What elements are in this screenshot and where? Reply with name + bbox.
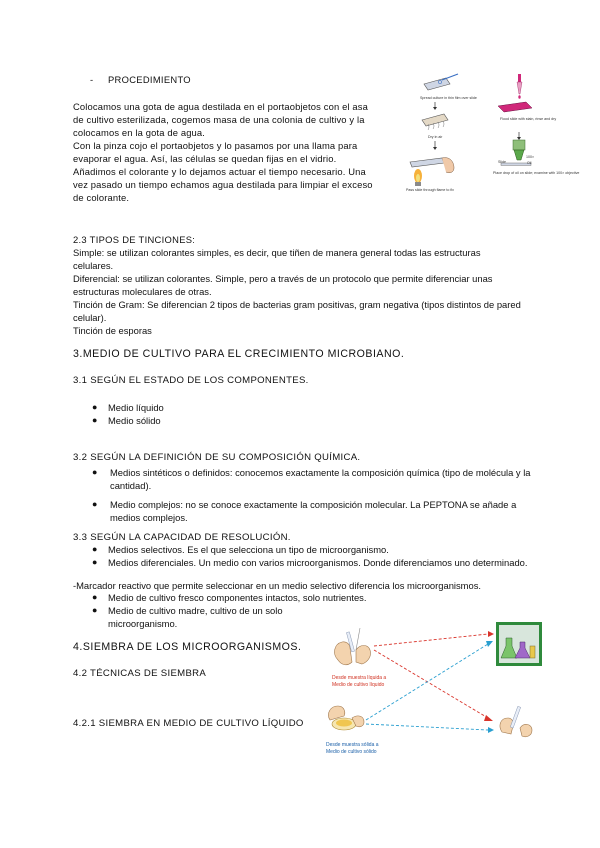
stain-dropper-icon xyxy=(498,74,532,112)
procedure-heading: PROCEDIMIENTO xyxy=(108,74,191,85)
list-item: ● Medios diferenciales. Un medio con varios microorganismos. Donde diferenciamos uno determinado. xyxy=(92,557,528,568)
lens-label: 100× xyxy=(526,155,535,159)
stains-line: Diferencial: se utilizan colorantes. Simple, pero a través de un protocolo que permite diferenciar unas xyxy=(73,273,493,284)
flame-icon xyxy=(410,158,454,186)
blue-arrow-icon xyxy=(366,641,494,733)
stains-line: Tinción de Gram: Se diferencian 2 tipos de bacterias gram positivas, gram negativa (tipos distintos de pared xyxy=(73,299,521,310)
section32-list xyxy=(92,466,531,524)
list-item: ● Medios selectivos. Es el que selecciona un tipo de microorganismo. xyxy=(92,544,389,555)
list-item: ● Medio líquido xyxy=(92,402,164,413)
stains-line: celulares. xyxy=(73,260,114,271)
marcador-text: -Marcador reactivo que permite seleccionar en un medio selectivo diferencia los microorganismos. xyxy=(73,580,481,591)
procedure-line: evaporar el agua. Así, las células se quedan fijas en el vidrio. xyxy=(73,153,337,164)
section32-heading: 3.2 SEGÚN LA DEFINICIÓN DE SU COMPOSICIÓN QUÍMICA. xyxy=(73,452,361,463)
section3-title: 3.MEDIO DE CULTIVO PARA EL CRECIMIENTO MICROBIANO. xyxy=(73,348,405,360)
seeding-figure xyxy=(316,620,546,760)
stains-text xyxy=(73,246,521,337)
spread-label: Spread culture in thin film over slide xyxy=(420,96,477,100)
procedure-line: de colorante. xyxy=(73,192,130,203)
bullet-icon: ● xyxy=(92,557,98,567)
dry-label: Dry in air xyxy=(428,135,443,139)
section31-heading: 3.1 SEGÚN EL ESTADO DE LOS COMPONENTES. xyxy=(73,375,309,386)
blue-label-line2: Medio de cultivo sólido xyxy=(326,749,377,755)
procedure-line: Añadimos el colorante y lo dejamos actuar el tiempo necesario. Una xyxy=(73,166,366,177)
stains-line: Tinción de esporas xyxy=(73,325,152,336)
place-label: Place drop of oil on slide; examine with 100× objective xyxy=(493,171,580,175)
red-label-line2: Medio de cultivo líquido xyxy=(332,682,385,688)
procedure-line: Con la pinza cojo el portaobjetos y lo pasamos por una llama para xyxy=(73,140,358,151)
hands-solid-medium-icon xyxy=(500,706,532,736)
flood-label: Flood slide with stain, rinse and dry xyxy=(500,117,557,121)
stains-line: estructuras moleculares de otras. xyxy=(73,286,212,297)
bullet-icon: ● xyxy=(92,605,98,615)
bullet-icon: ● xyxy=(92,544,98,554)
culture-flasks-photo xyxy=(496,622,542,666)
procedure-line: de cultivo esterilizada, cogemos masa de una colonia de cultivo y la xyxy=(73,114,365,125)
hands-solid-sample-icon xyxy=(328,706,364,730)
stains-line: Simple: se utilizan colorantes simples, es decir, que tiñen de manera general todas las estructuras xyxy=(73,247,481,258)
procedure-line: colocamos en la gota de agua. xyxy=(73,127,206,138)
section42-heading: 4.2 TÉCNICAS DE SIEMBRA xyxy=(73,668,207,679)
procedure-line: Colocamos una gota de agua destilada en el portaobjetos con el asa xyxy=(73,101,368,112)
procedure-text xyxy=(73,100,373,204)
hands-liquid-sample-icon xyxy=(335,628,371,665)
list-item: ● Medio sólido xyxy=(92,415,161,426)
section4-title: 4.SIEMBRA DE LOS MICROORGANISMOS. xyxy=(73,641,302,653)
spread-slide-icon xyxy=(424,74,458,90)
list-item: ● Medio de cultivo madre, cultivo de un solo microorganismo. xyxy=(92,605,283,629)
section31-list xyxy=(92,401,164,427)
slide-label: Slide xyxy=(498,160,506,164)
blue-label-line1: Desde muestra sólida a xyxy=(326,742,379,748)
bullet-icon: ● xyxy=(92,592,98,602)
section421-heading: 4.2.1 SIEMBRA EN MEDIO DE CULTIVO LÍQUIDO xyxy=(73,718,304,729)
procedure-dash: - xyxy=(90,74,94,85)
stains-line: celular). xyxy=(73,312,107,323)
list-item: ● Medio de cultivo fresco componentes intactos, solo nutrientes. xyxy=(92,592,367,603)
list-item: ● Medios sintéticos o definidos: conocemos exactamente la composición química (tipo de molécula y la cantidad). xyxy=(92,467,531,491)
red-arrow-icon xyxy=(374,631,494,721)
red-label-line1: Desde muestra líquida a xyxy=(332,675,387,681)
list-item: ● Medio complejos: no se conoce exactamente la composición molecular. La PEPTONA se añade a medios complejos. xyxy=(92,499,517,523)
bullet-icon: ● xyxy=(92,467,98,477)
section33-list xyxy=(92,543,527,569)
oil-label: Oil xyxy=(527,161,532,165)
procedure-line: vez pasado un tiempo echamos agua destilada para limpiar el exceso xyxy=(73,179,373,190)
dry-slide-icon xyxy=(422,114,448,130)
section33-heading: 3.3 SEGÚN LA CAPACIDAD DE RESOLUCIÓN. xyxy=(73,532,291,543)
bullet-icon: ● xyxy=(92,415,98,425)
bullet-icon: ● xyxy=(92,499,98,509)
stains-heading: 2.3 TIPOS DE TINCIONES: xyxy=(73,234,196,245)
staining-procedure-figure xyxy=(402,72,580,194)
bullet-icon: ● xyxy=(92,402,98,412)
pass-label: Pass slide through flame to fix xyxy=(406,188,454,192)
